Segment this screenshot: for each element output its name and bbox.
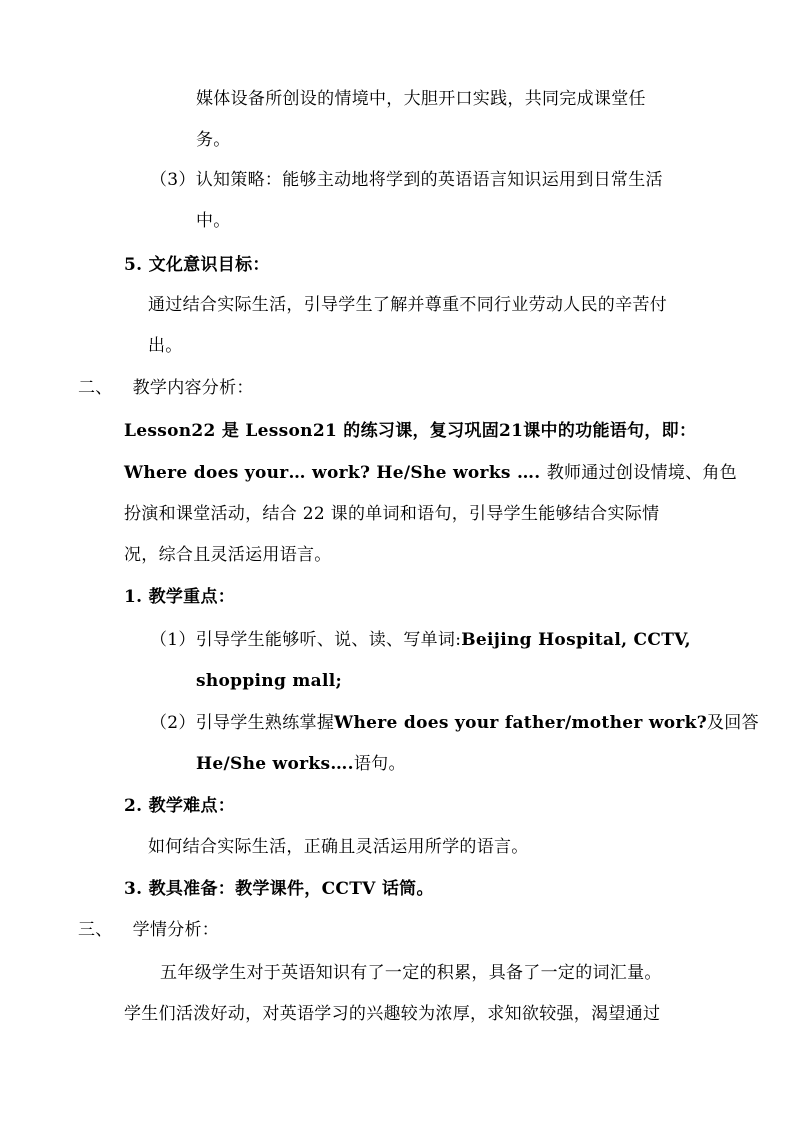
list-item: [150, 628, 691, 652]
chapter-heading: [78, 376, 254, 400]
text-line: 如何结合实际生活，正确且灵活运用所学的语言。: [148, 837, 529, 857]
chinese-text: 教师通过创设情境、角色: [546, 463, 738, 483]
list-text: 引导学生能够听、说、读、写单词:: [195, 630, 462, 650]
list-number: （1）: [150, 630, 196, 650]
chapter-heading: [78, 918, 219, 942]
list-number: （3）: [150, 170, 196, 190]
chapter-title: 教学内容分析：: [132, 378, 254, 398]
text-line: 务。: [196, 130, 231, 150]
text-line: [196, 752, 406, 776]
english-words: shopping mall;: [196, 671, 343, 691]
chapter-number: 二、: [78, 378, 113, 398]
text-line: Lesson22 是 Lesson21 的练习课，复习巩固21课中的功能语句，即：: [124, 421, 697, 441]
chinese-text: 语句。: [353, 754, 406, 774]
list-text: 及回答: [707, 713, 759, 733]
english-sentence: He/She works….: [196, 754, 354, 774]
chapter-title: 学情分析：: [132, 920, 220, 940]
section-heading: 2. 教学难点：: [124, 796, 236, 816]
text-line: 扮演和课堂活动，结合 22 课的单词和语句，引导学生能够结合实际情: [124, 504, 660, 524]
text-line: [124, 461, 737, 485]
text-line: 媒体设备所创设的情境中，大胆开口实践，共同完成课堂任: [196, 89, 646, 109]
english-words: Beijing Hospital, CCTV,: [461, 630, 691, 650]
chapter-number: 三、: [78, 920, 113, 940]
text-line: 五年级学生对于英语知识有了一定的积累，具备了一定的词汇量。: [160, 963, 662, 983]
section-heading: 1. 教学重点：: [124, 587, 236, 607]
text-line: 学生们活泼好动，对英语学习的兴趣较为浓厚，求知欲较强，渴望通过: [124, 1004, 661, 1024]
list-number: （2）: [150, 713, 196, 733]
list-text: 引导学生熟练掌握: [195, 713, 335, 733]
section-heading: 3. 教具准备：教学课件，CCTV 话筒。: [124, 879, 434, 899]
section-heading: 5. 文化意识目标：: [124, 255, 270, 275]
english-sentence: Where does your… work? He/She works ….: [124, 463, 547, 483]
text-line: 通过结合实际生活，引导学生了解并尊重不同行业劳动人民的辛苦付: [148, 295, 667, 315]
english-sentence: Where does your father/mother work?: [334, 713, 707, 733]
list-item: [150, 168, 663, 192]
list-text: 认知策略：能够主动地将学到的英语语言知识运用到日常生活: [195, 170, 663, 190]
list-item: [150, 711, 759, 735]
text-line: 况，综合且灵活运用语言。: [124, 545, 332, 565]
text-line: 中。: [196, 211, 231, 231]
text-line: 出。: [148, 336, 183, 356]
